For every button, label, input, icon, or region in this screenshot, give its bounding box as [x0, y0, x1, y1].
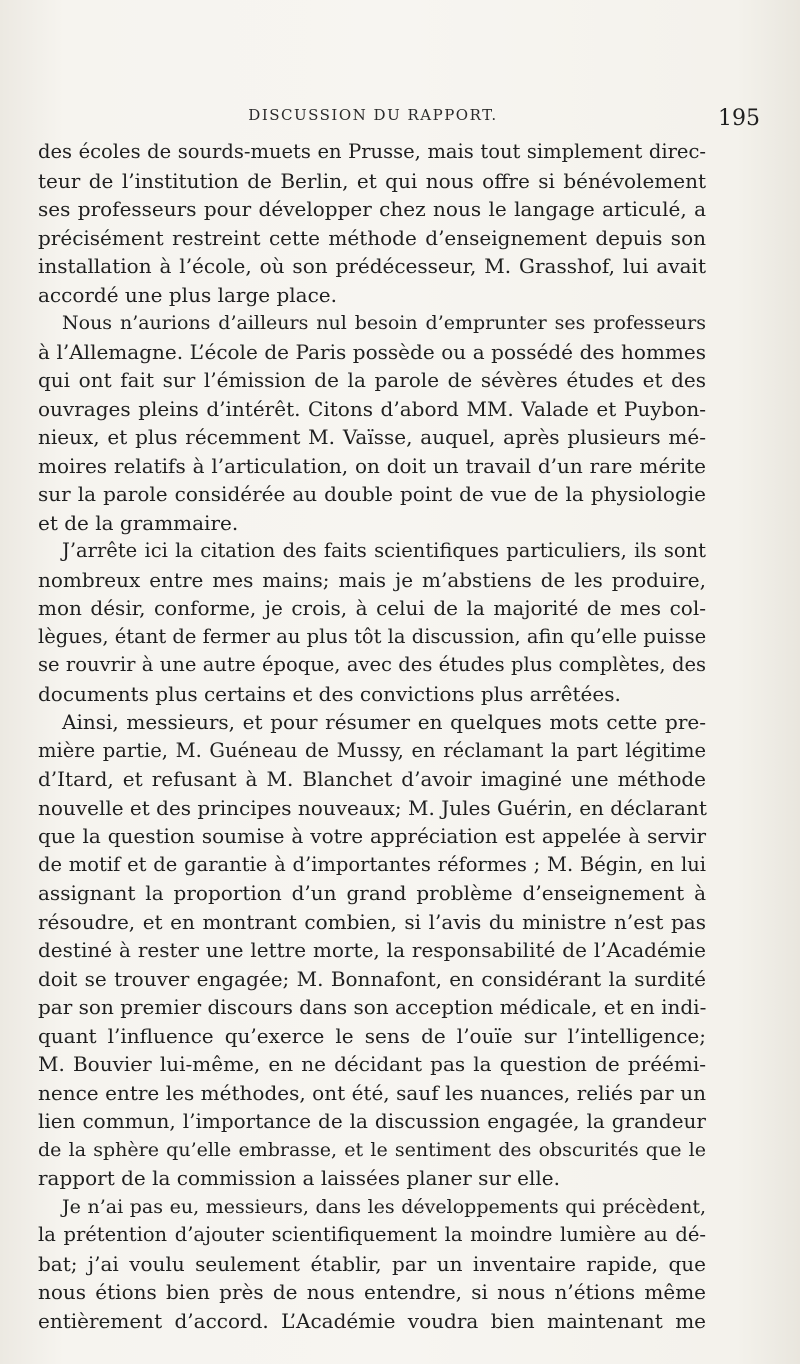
- page-number: 195: [718, 106, 760, 131]
- text-line: entièrement d’accord. L’Académie voudra bien maintenant me: [38, 1308, 706, 1333]
- text-line: résoudre, et en montrant combien, si l’avis du ministre n’est pas: [38, 909, 706, 934]
- text-line: nieux, et plus récemment M. Vaïsse, auquel, après plusieurs mé-: [38, 425, 706, 449]
- text-line: nous étions bien près de nous entendre, si nous n’étions même: [38, 1280, 706, 1304]
- text-line: d’Itard, et refusant à M. Blanchet d’avoir imaginé une méthode: [38, 767, 706, 791]
- text-line: nouvelle et des principes nouveaux; M. Jules Guérin, en déclarant: [38, 795, 707, 820]
- text-line: moires relatifs à l’articulation, on doit un travail d’un rare mérite: [38, 453, 706, 478]
- running-head: [38, 106, 760, 136]
- text-line: sur la parole considérée au double point de vue de la physiologie: [38, 482, 706, 506]
- text-line: se rouvrir à une autre époque, avec des études plus complètes, des: [38, 653, 706, 676]
- text-line: nence entre les méthodes, ont été, sauf les nuances, reliés par un: [38, 1080, 706, 1105]
- body-text: [38, 138, 706, 1335]
- text-line: M. Bouvier lui-même, en ne décidant pas la question de préémi-: [38, 1052, 706, 1076]
- text-line: de la sphère qu’elle embrasse, et le sentiment des obscurités que le: [38, 1138, 706, 1161]
- text-line: nombreux entre mes mains; mais je m’abstiens de les produire,: [38, 567, 706, 592]
- text-line: la prétention d’ajouter scientifiquement la moindre lumière au dé-: [38, 1223, 706, 1246]
- running-title: DISCUSSION DU RAPPORT.: [248, 106, 498, 124]
- text-line: à l’Allemagne. L’école de Paris possède ou a possédé des hommes: [38, 339, 706, 364]
- text-line: bat; j’ai voulu seulement établir, par un inventaire rapide, que: [38, 1251, 706, 1276]
- text-line: de motif et de garantie à d’importantes réformes ; M. Bégin, en lui: [38, 852, 706, 876]
- text-line: ses professeurs pour développer chez nous le langage articulé, a: [38, 197, 706, 221]
- text-line: précisément restreint cette méthode d’enseignement depuis son: [38, 225, 706, 250]
- text-line: par son premier discours dans son acception médicale, et en indi-: [38, 995, 707, 1019]
- text-line: assignant la proportion d’un grand problème d’enseignement à: [38, 881, 706, 905]
- text-line: lègues, étant de fermer au plus tôt la discussion, afin qu’elle puisse: [38, 624, 707, 648]
- text-line: qui ont fait sur l’émission de la parole de sévères études et des: [38, 368, 706, 392]
- text-line: accordé une plus large place.: [38, 282, 337, 307]
- text-line: teur de l’institution de Berlin, et qui nous offre si bénévolement: [38, 168, 706, 193]
- text-line: Nous n’aurions d’ailleurs nul besoin d’emprunter ses professeurs: [62, 312, 706, 334]
- text-line: installation à l’école, où son prédécesseur, M. Grasshof, lui avait: [38, 254, 706, 278]
- text-line: Ainsi, messieurs, et pour résumer en quelques mots cette pre-: [62, 710, 706, 734]
- text-line: documents plus certains et des convictions plus arrêtées.: [38, 681, 621, 706]
- text-line: doit se trouver engagée; M. Bonnafont, en considérant la surdité: [38, 966, 706, 991]
- text-line: mon désir, conforme, je crois, à celui de la majorité de mes col-: [38, 596, 706, 620]
- text-line: rapport de la commission a laissées planer sur elle.: [38, 1166, 560, 1190]
- text-line: Je n’ai pas eu, messieurs, dans les développements qui précèdent,: [62, 1195, 706, 1218]
- text-line: J’arrête ici la citation des faits scientifiques particuliers, ils sont: [62, 539, 706, 562]
- text-line: mière partie, M. Guéneau de Mussy, en réclamant la part légitime: [38, 738, 706, 762]
- text-line: que la question soumise à votre appréciation est appelée à servir: [38, 824, 706, 848]
- text-line: et de la grammaire.: [38, 510, 239, 535]
- text-line: destiné à rester une lettre morte, la responsabilité de l’Académie: [38, 938, 706, 962]
- text-line: lien commun, l’importance de la discussion engagée, la grandeur: [38, 1109, 706, 1133]
- text-line: des écoles de sourds-muets en Prusse, mais tout simplement direc-: [38, 140, 706, 163]
- text-line: quant l’influence qu’exerce le sens de l’ouïe sur l’intelligence;: [38, 1023, 706, 1048]
- text-line: ouvrages pleins d’intérêt. Citons d’abord MM. Valade et Puybon-: [38, 396, 706, 421]
